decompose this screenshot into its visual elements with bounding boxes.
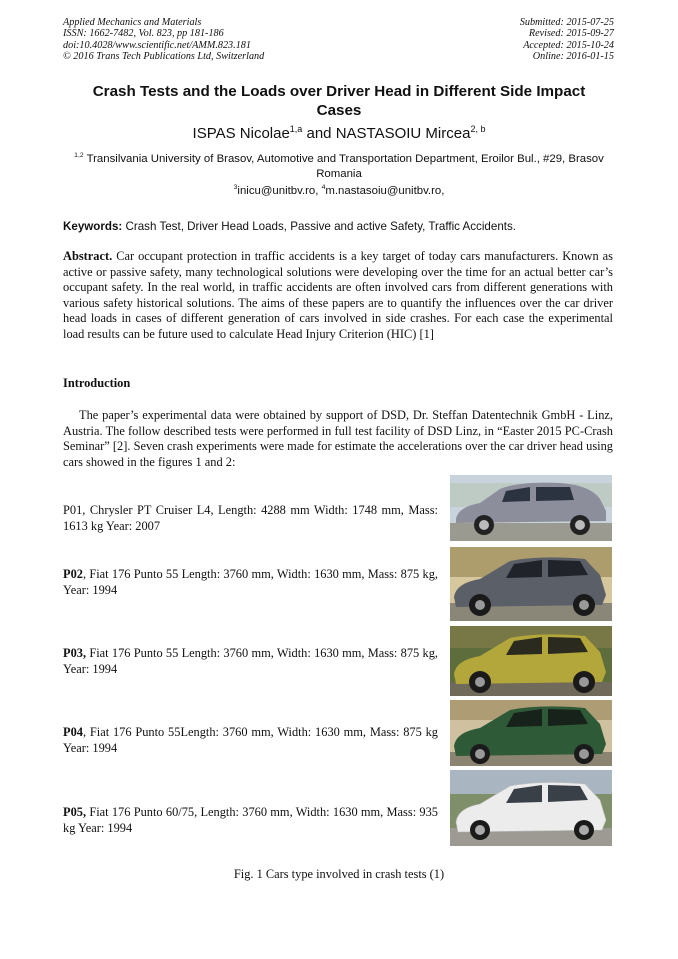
email-1-sup: 3 (233, 184, 238, 191)
car-desc-p01 (63, 502, 438, 534)
author-2: NASTASOIU Mircea (335, 125, 471, 142)
email-1[interactable]: inicu@unitbv.ro, (237, 184, 322, 197)
car-spec: Fiat 176 Punto 60/75, Length: 3760 mm, Width: 1630 mm, Mass: 935 kg Year: 1994 (63, 805, 438, 835)
car-photo-p03 (450, 626, 612, 696)
car-photo-p05 (450, 770, 612, 846)
online-date: Online: 2016-01-15 (532, 51, 614, 63)
journal-name: Applied Mechanics and Materials (63, 17, 202, 28)
email-2[interactable]: m.nastasoiu@unitbv.ro, (325, 184, 445, 197)
car-desc-p04 (63, 724, 438, 756)
keywords (63, 220, 615, 233)
keywords-text: Crash Test, Driver Head Loads, Passive and active Safety, Traffic Accidents. (122, 220, 517, 233)
car-spec: , Chrysler PT Cruiser L4, Length: 4288 mm Width: 1748 mm, Mass: 1613 kg Year: 2007 (63, 503, 438, 533)
car-spec: , Fiat 176 Punto 55 Length: 3760 mm, Width: 1630 mm, Mass: 875 kg, Year: 1994 (63, 567, 438, 597)
figure-caption: Fig. 1 Cars type involved in crash tests (1) (233, 867, 445, 881)
car-id: P01 (63, 503, 83, 517)
car-desc-p02 (63, 566, 438, 598)
doi-line: doi:10.4028/www.scientific.net/AMM.823.181 (63, 39, 251, 51)
abstract (63, 249, 613, 343)
car-photo-p04 (450, 700, 612, 766)
paper-title: Crash Tests and the Loads over Driver Head in Different Side Impact Cases (92, 83, 586, 119)
car-photo-p02 (450, 547, 612, 621)
journal-info (63, 17, 264, 63)
keywords-label: Keywords: (63, 220, 123, 233)
submission-dates (520, 17, 614, 63)
issn-line: ISSN: 1662-7482, Vol. 823, pp 181-186 (63, 28, 224, 40)
abstract-label: Abstract. (63, 249, 113, 263)
car-desc-p03 (63, 645, 438, 677)
revised-date: Revised: 2015-09-27 (528, 28, 614, 40)
abstract-text: Car occupant protection in traffic accidents is a key target of today cars manufacturers. Known as active or passive safety, many technological solutions were developing over the time for an actual better car’s occupant safety. In the real world, in traffic accidents are often involved cars from different generations with various safety historical solutions. The aims of these papers are to quantify the influences over the car driver head loads in cases of different generation of cars involved in side crashes. For each case the experimental load results can be future used to calculate Head Injury Criterion (HIC) [1] (63, 249, 613, 341)
car-spec: , Fiat 176 Punto 55Length: 3760 mm, Width: 1630 mm, Mass: 875 kg Year: 1994 (63, 725, 438, 755)
email-2-sup: 4 (321, 184, 326, 191)
author-and: and (302, 125, 336, 142)
emails (0, 184, 678, 197)
author-1: ISPAS Nicolae (192, 125, 290, 142)
car-id: P04 (63, 725, 83, 739)
car-id: P03, (63, 646, 87, 660)
car-photo-p01 (450, 475, 612, 541)
accepted-date: Accepted: 2015-10-24 (523, 39, 614, 51)
car-spec: Fiat 176 Punto 55 Length: 3760 mm, Width: 1630 mm, Mass: 875 kg, Year: 1994 (63, 646, 438, 676)
affiliation-sup: 1,2 (74, 152, 84, 159)
car-id: P05, (63, 805, 87, 819)
author-line (0, 124, 678, 142)
author-2-sup: 2, b (470, 124, 486, 134)
section-title: Introduction (63, 376, 131, 390)
author-1-sup: 1,a (289, 124, 303, 134)
copyright-line: © 2016 Trans Tech Publications Ltd, Switzerland (63, 51, 265, 63)
car-desc-p05 (63, 804, 438, 836)
car-id: P02 (63, 567, 83, 581)
affiliation-text: Transilvania University of Brasov, Automotive and Transportation Department, Eroilor Bul., #29, Brasov Romania (83, 152, 604, 180)
submitted-date: Submitted: 2015-07-25 (519, 17, 614, 28)
affiliation (63, 148, 615, 182)
intro-paragraph: The paper’s experimental data were obtained by support of DSD, Dr. Steffan Datentechnik GmbH - Linz, Austria. The follow described tests were performed in full test facility of DSD Linz, in “Easter 2015 PC-Crash Seminar” [2]. Seven crash experiments were made for estimate the accelerations over the car driver head using cars showed in the figures 1 and 2: (63, 408, 613, 469)
